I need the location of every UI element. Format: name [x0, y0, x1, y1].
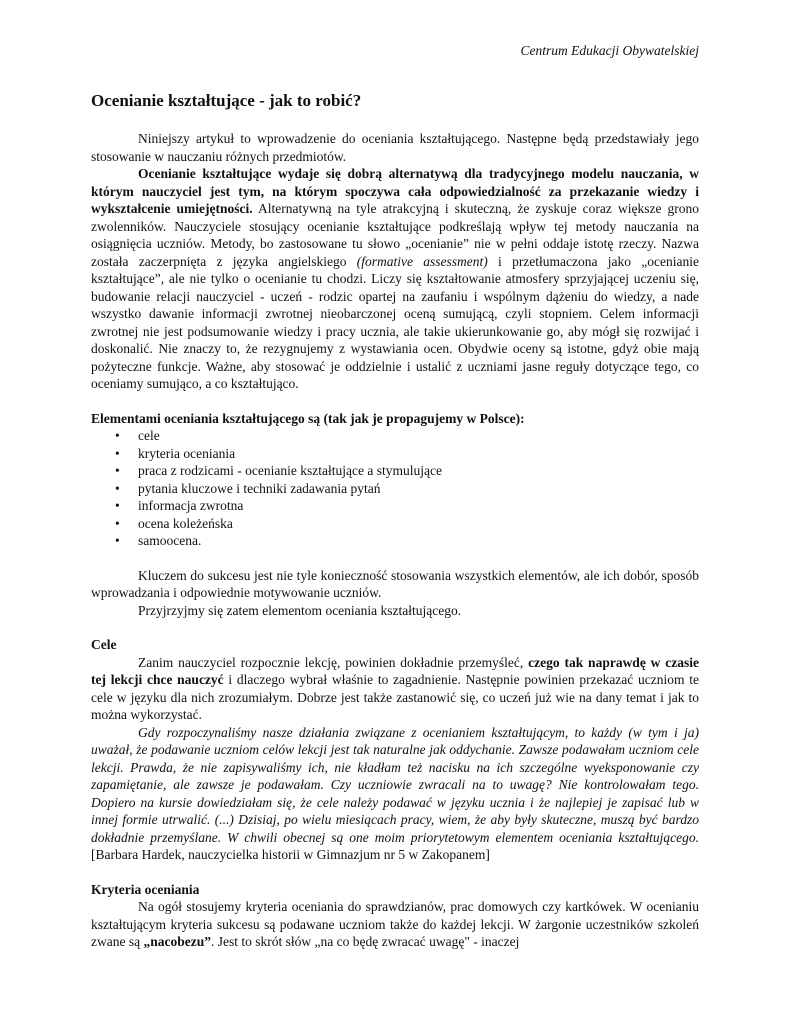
kryteria-bold-term: „nacobezu” — [143, 934, 211, 949]
list-item: • kryteria oceniania — [138, 445, 699, 463]
page-title: Ocenianie kształtujące - jak to robić? — [91, 91, 362, 110]
cele-quote-paragraph — [91, 724, 699, 864]
list-item: • informacja zwrotna — [138, 497, 699, 515]
kryteria-heading: Kryteria oceniania — [91, 881, 200, 897]
intro-paragraph-2 — [91, 165, 699, 393]
cele-quote: Gdy rozpoczynaliśmy nasze działania związane z ocenianiem kształtującym, to każdy (w tym i ja) uważał, że podawanie uczniom celów lekcji jest tak naturalne jak oddychanie. Zawsze podawałam uczniom cele lekcji. Prawda, że nie zapisywaliśmy ich, nie kładłam też nacisku na ich szczególne wyeksponowanie czy zapamiętanie, ale zawsze je podawałam. Czy uczniowie zwracali na to uwagę? Nie kontrolowałam tego. Dopiero na kursie dowiedziałam się, że cele należy podawać w języku ucznia i że najlepiej je zapisać lub w innej formie utrwalić. (...) Dzisiaj, po wielu miesiącach pracy, wiem, że aby były skuteczne, muszą być bardzo dokładnie przemyślane. W chwili obecnej są one moim priorytetowym elementem oceniania kształtującego. — [91, 724, 699, 845]
intro-text-b: i przetłumaczona jako „ocenianie kształtujące”, ale nie tylko o ocenianie tu chodzi. Liczy się kształtowanie atmosfery sprzyjającej uczeniu się, budowanie relacji nauczyciel - uczeń - rodzic opartej na zaufaniu i wspólnym dążeniu do wiedzy, a nade wszystko dawanie informacji zwrotnej nieobarczonej oceną sumującą, czyli stopniem. Celem informacji zwrotnej nie jest podsumowanie wiedzy i pracy ucznia, ale takie ukierunkowanie go, aby mógł się rozwijać i doskonalić. Nie znaczy to, że rezygnujemy z wystawiania ocen. Obydwie oceny są istotne, gdyż obie mają pożyteczne funkcje. Ważne, aby stosować je oddzielnie i ustalić z uczniami jasne reguły dotyczące tego, co oceniamy sumująco, a co kształtująco. — [91, 253, 700, 391]
intro-english-term: (formative assessment) — [356, 253, 488, 269]
kryteria-text-a: Na ogół stosujemy kryteria oceniania do sprawdzianów, prac domowych czy kartkówek. W ocenianiu kształtującym kryteria sukcesu są podawane uczniom także do każdej lekcji. W żargonie uczestników szkoleń zwane są — [91, 899, 699, 949]
list-item: • cele — [138, 427, 699, 445]
list-item: • praca z rodzicami - ocenianie kształtujące a stymulujące — [138, 462, 699, 480]
elements-paragraph-1: Kluczem do sukcesu jest nie tyle konieczność stosowania wszystkich elementów, ale ich dobór, sposób wprowadzania i odpowiednie motywowanie uczniów. — [91, 567, 699, 600]
kryteria-paragraph-1 — [91, 898, 699, 951]
cele-paragraph-1 — [91, 654, 699, 724]
cele-bold-phrase: czego tak naprawdę w czasie tej lekcji chce nauczyć — [91, 654, 700, 687]
document-body — [91, 90, 699, 951]
kryteria-text-b: . Jest to skrót słów „na co będę zwracać uwagę" - inaczej — [210, 934, 520, 949]
cele-attribution: [Barbara Hardek, nauczycielka historii w Gimnazjum nr 5 w Zakopanem] — [91, 847, 490, 862]
intro-paragraph-1: Niniejszy artykuł to wprowadzenie do oceniania kształtującego. Następne będą przedstawiały jego stosowanie w nauczaniu różnych przedmiotów. — [91, 131, 699, 164]
intro-bold-thesis: Ocenianie kształtujące wydaje się dobrą alternatywą dla tradycyjnego modelu nauczania, w którym nauczyciel jest tym, na którym spoczywa cała odpowiedzialność za przekazanie wiedzy i wykształcenie umiejętności. — [91, 166, 699, 216]
header-org: Centrum Edukacji Obywatelskiej — [520, 43, 699, 58]
intro-text-a: Alternatywną na tyle atrakcyjną i skuteczną, że zyskuje coraz większe grono zwolenników. Nauczyciele stosujący ocenianie kształtujące podkreślają wpływ tej metody nauczania na osiągnięcia uczniów. Metody, bo zastosowane tu słowo „ocenianie” nie w pełni oddaje istotę rzeczy. Nazwa została zaczerpnięta z języka angielskiego — [91, 201, 699, 269]
elements-list — [91, 427, 699, 550]
cele-text-b: i dlaczego wybrał właśnie to zagadnienie. Następnie powinien przekazać uczniom te cele w języku dla nich zrozumiałym. Dobrze jest także zastanowić się, co uczeń już wie na dany temat i jak to można wykorzystać. — [91, 672, 699, 722]
cele-heading: Cele — [91, 637, 117, 652]
list-item: • samoocena. — [138, 532, 699, 550]
cele-text-a: Zanim nauczyciel rozpocznie lekcję, powinien dokładnie przemyśleć, — [138, 654, 529, 670]
elements-paragraph-2: Przyjrzyjmy się zatem elementom oceniania kształtującego. — [138, 602, 462, 618]
list-item: • pytania kluczowe i techniki zadawania pytań — [138, 480, 699, 498]
list-item: • ocena koleżeńska — [138, 515, 699, 533]
elements-heading: Elementami oceniania kształtującego są (tak jak je propagujemy w Polsce): — [91, 410, 525, 426]
